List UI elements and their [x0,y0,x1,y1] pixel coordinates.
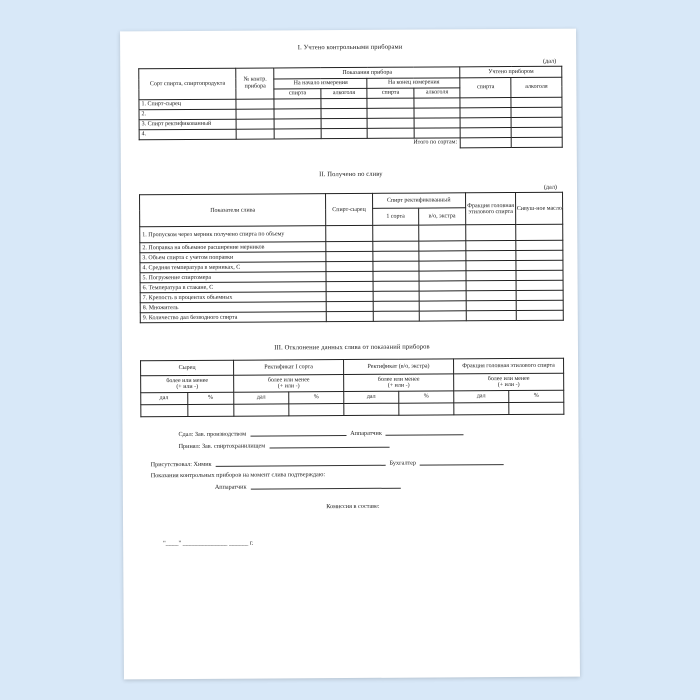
th-counted-spirt: спирта [460,77,511,97]
cell[interactable] [466,271,517,281]
row-label: 4. [139,129,236,140]
row-label: 1. Спирт-сырец [139,99,236,110]
sig-row-2 [141,438,565,452]
th-rect1: Ректификат I сорта [234,360,344,376]
cell[interactable] [373,271,420,281]
row-label: 2. Поправка на объемное расширение мерников [140,242,326,253]
cell[interactable] [419,241,466,251]
th-moreless [141,375,234,393]
th-fraction: Фракция головная этилового спирта [454,358,564,374]
section1-title: I. Учтено контрольными приборами [297,43,403,52]
th-percent: % [399,391,454,403]
cell[interactable] [511,127,562,137]
cell[interactable] [419,271,466,281]
moreless-text: более или менее [267,376,310,384]
th-dal: дал [344,391,399,403]
cell[interactable] [419,291,466,301]
moreless-text: более или менее [166,377,209,384]
cell[interactable] [517,291,564,301]
cell[interactable] [511,107,562,117]
row-label: 1. Пропуском через мерник получено спирта по объему [140,226,326,243]
th-end-spirt: спирта [367,88,414,98]
cell[interactable] [373,311,420,321]
cell[interactable] [274,118,321,128]
cell[interactable] [326,242,373,252]
cell[interactable] [326,312,373,322]
cell[interactable] [511,137,562,147]
cell[interactable] [321,118,368,128]
th-dal: дал [141,392,188,404]
row-label: 8. Множитель [140,302,326,313]
row-label: 7. Крепость в процентах объемных [140,292,326,303]
th-end-alcohol: алкоголя [414,88,461,98]
total-label: Итого по сортам: [413,139,458,146]
sig-line[interactable] [215,457,385,466]
row-label: 5. Погружение спиртомера [140,272,326,283]
th-end: На конец измерения [367,78,460,89]
th-percent: % [289,392,344,404]
cell[interactable] [326,292,373,302]
cell[interactable] [367,118,414,128]
section3-title: III. Отклонение данных слива от показаний приборов [274,343,430,352]
section1-unit: (дал) [543,57,557,65]
cell[interactable] [516,261,563,271]
th-rect-2: в/о, экстра [419,208,466,225]
section1-table [138,65,562,150]
th-rect-1: 1 сорта [372,208,419,225]
cell[interactable] [141,404,188,416]
th-dal: дал [454,391,509,403]
cell[interactable] [511,117,562,127]
moreless-text: более или менее [487,375,530,382]
cell[interactable] [321,98,368,108]
th-moreless [454,373,564,391]
row-label: 2. [139,109,236,120]
cell[interactable] [326,282,373,292]
th-raw: Сырец [141,360,234,376]
cell[interactable] [373,281,420,291]
th-device-readings: Показания прибора [274,67,460,79]
cell[interactable] [367,98,414,108]
cell[interactable] [466,311,517,321]
sig-line[interactable] [386,427,464,435]
commission-text: Комиссия в составе: [326,502,380,511]
sig-label-prinyal: Принял: Зав. спиртохранилищем [178,442,266,450]
th-moreless [344,374,454,392]
cell[interactable] [419,281,466,291]
th-percent: % [187,392,234,404]
cell[interactable] [236,109,274,119]
cell[interactable] [373,251,420,261]
cell[interactable] [326,302,373,312]
signature-block [140,427,565,550]
cell[interactable] [419,225,466,241]
th-device-no: № контр. прибора [236,68,274,99]
cell[interactable] [326,262,373,272]
cell[interactable] [321,108,368,118]
cell[interactable] [367,108,414,118]
cell[interactable] [187,404,234,416]
cell[interactable] [372,241,419,251]
table-row [141,402,564,417]
cell[interactable] [414,98,461,108]
cell[interactable] [516,281,563,291]
cell[interactable] [399,403,454,415]
date-line[interactable]: "____" ______________ ______ г. [163,539,254,547]
sig-line[interactable] [250,428,346,437]
cell[interactable] [289,404,344,416]
th-fusel: Сивуш-ное масло [516,193,563,225]
cell[interactable] [373,301,420,311]
plusminus-text: (+ или -) [277,383,300,390]
cell[interactable] [419,311,466,321]
confirm-text: Показания контрольных приборов на момент слива подтверждаю: [150,471,326,480]
cell[interactable] [509,402,564,414]
cell[interactable] [516,225,563,241]
section3-table [140,358,564,418]
cell[interactable] [419,301,466,311]
cell[interactable] [516,241,563,251]
cell[interactable] [460,117,511,127]
th-indicators: Показатели слива [140,194,326,227]
cell[interactable] [466,241,517,251]
cell[interactable] [414,128,461,138]
th-raw: Спирт-сырец [326,194,373,226]
cell[interactable] [236,129,274,139]
document-page [120,29,580,680]
row-label: 6. Температура в стакане, С [140,282,326,293]
cell[interactable] [454,403,509,415]
th-rect2: Ректификат (в/о, экстра) [344,359,454,375]
cell[interactable] [236,119,274,129]
cell[interactable] [516,251,563,261]
cell[interactable] [517,311,564,321]
cell[interactable] [372,225,419,241]
th-counted-alcohol: алкоголя [511,77,562,97]
row-label: 3. Объем спирта с учетом поправки [140,252,326,263]
row-label: 4. Средняя температура в мерниках, С [140,262,326,273]
document-body [138,43,566,670]
cell[interactable] [460,107,511,117]
cell[interactable] [321,128,368,138]
th-rect: Спирт ректификованный [372,193,465,209]
cell[interactable] [466,261,517,271]
th-begin-alcohol: алкоголя [321,88,368,98]
cell[interactable] [466,291,517,301]
cell[interactable] [461,137,512,147]
section2-unit: (дал) [543,184,558,192]
sig-line[interactable] [269,440,389,449]
cell[interactable] [466,301,517,311]
cell[interactable] [236,99,274,109]
cell[interactable] [461,127,512,137]
sig-label-accountant: Бухгалтер [389,459,417,467]
plusminus-text: (+ или -) [387,382,410,389]
sig-line[interactable] [420,457,504,466]
cell[interactable] [274,98,321,108]
cell[interactable] [274,128,321,138]
th-sort: Сорт спирта, спиртопродукта [139,68,236,100]
cell[interactable] [326,226,373,242]
cell[interactable] [460,97,511,107]
th-dal: дал [234,392,289,404]
section2-table [139,192,564,324]
cell[interactable] [326,252,373,262]
th-counted: Учтено прибором [460,66,562,78]
plusminus-text: (+ или -) [497,381,520,389]
cell[interactable] [414,108,461,118]
plusminus-text: (+ или -) [176,383,199,391]
sig-label-apparatchik: Аппаратчик [350,429,382,437]
cell[interactable] [373,261,420,271]
th-moreless [234,375,344,393]
cell[interactable] [419,251,466,261]
sig-label-chemist: Присутствовал: Химик [150,460,212,468]
cell[interactable] [234,404,289,416]
cell[interactable] [419,261,466,271]
cell[interactable] [511,97,562,107]
th-begin: На начало измерения [274,78,367,89]
cell[interactable] [516,271,563,281]
cell[interactable] [466,251,517,261]
sig-line[interactable] [250,481,400,490]
cell[interactable] [326,272,373,282]
cell[interactable] [368,128,415,138]
cell[interactable] [344,403,399,415]
th-begin-spirt: спирта [274,88,321,98]
cell[interactable] [373,291,420,301]
cell[interactable] [466,281,517,291]
cell[interactable] [414,118,461,128]
th-fraction: Фракция головная этилового спирта [465,193,516,225]
row-label: 3. Спирт ректификованный [139,119,236,130]
th-percent: % [509,390,564,402]
moreless-text: более или менее [377,376,420,383]
row-label: 9. Количество дал безводного спирта [140,312,326,323]
cell[interactable] [465,225,516,241]
sig-label-apparatchik2: Аппаратчик [214,483,247,491]
cell[interactable] [274,108,321,118]
cell[interactable] [517,301,564,311]
section2-title: II. Получено по сливу [319,170,383,178]
sig-label-sdal: Сдал: Зав. производством [178,430,247,439]
